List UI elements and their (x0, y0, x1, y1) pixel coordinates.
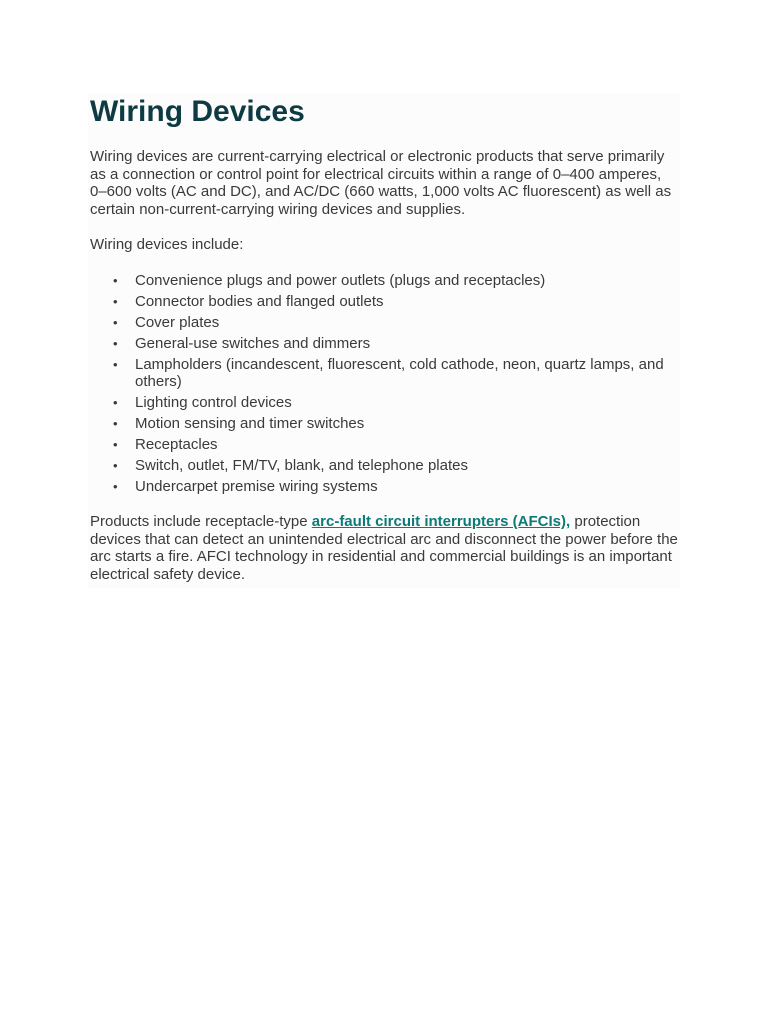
intro-paragraph: Wiring devices are current-carrying electrical or electronic products that serve primarily as a connection or control point for electrical circuits within a range of 0–400 amperes, 0–600 volts (AC and DC), and AC/DC (660 watts, 1,000 volts AC fluorescent) as well as certain non-current-carrying wiring devices and supplies. (90, 148, 672, 218)
list-item: • Undercarpet premise wiring systems (135, 478, 678, 496)
page-title: Wiring Devices (90, 95, 305, 128)
products-paragraph (90, 513, 678, 583)
device-list (90, 272, 678, 495)
list-item: • Switch, outlet, FM/TV, blank, and telephone plates (135, 457, 678, 475)
list-item: • Receptacles (135, 436, 678, 454)
include-label: Wiring devices include: (90, 236, 244, 254)
afci-link[interactable]: arc-fault circuit interrupters (AFCIs), (311, 513, 571, 531)
list-item: • Lampholders (incandescent, fluorescent, cold cathode, neon, quartz lamps, and others) (135, 356, 678, 391)
list-item: • Connector bodies and flanged outlets (135, 293, 678, 311)
products-text-before: Products include receptacle-type (90, 513, 312, 531)
list-item: • Motion sensing and timer switches (135, 415, 678, 433)
list-item: • Convenience plugs and power outlets (plugs and receptacles) (135, 272, 678, 290)
list-item: • Cover plates (135, 314, 678, 332)
list-item: • General-use switches and dimmers (135, 335, 678, 353)
products-text-after: protection devices that can detect an unintended electrical arc and disconnect the power before the arc starts a fire. AFCI technology in residential and commercial buildings is an important electrical safety device. (90, 513, 678, 583)
article-content (88, 94, 680, 588)
list-item: • Lighting control devices (135, 394, 678, 412)
